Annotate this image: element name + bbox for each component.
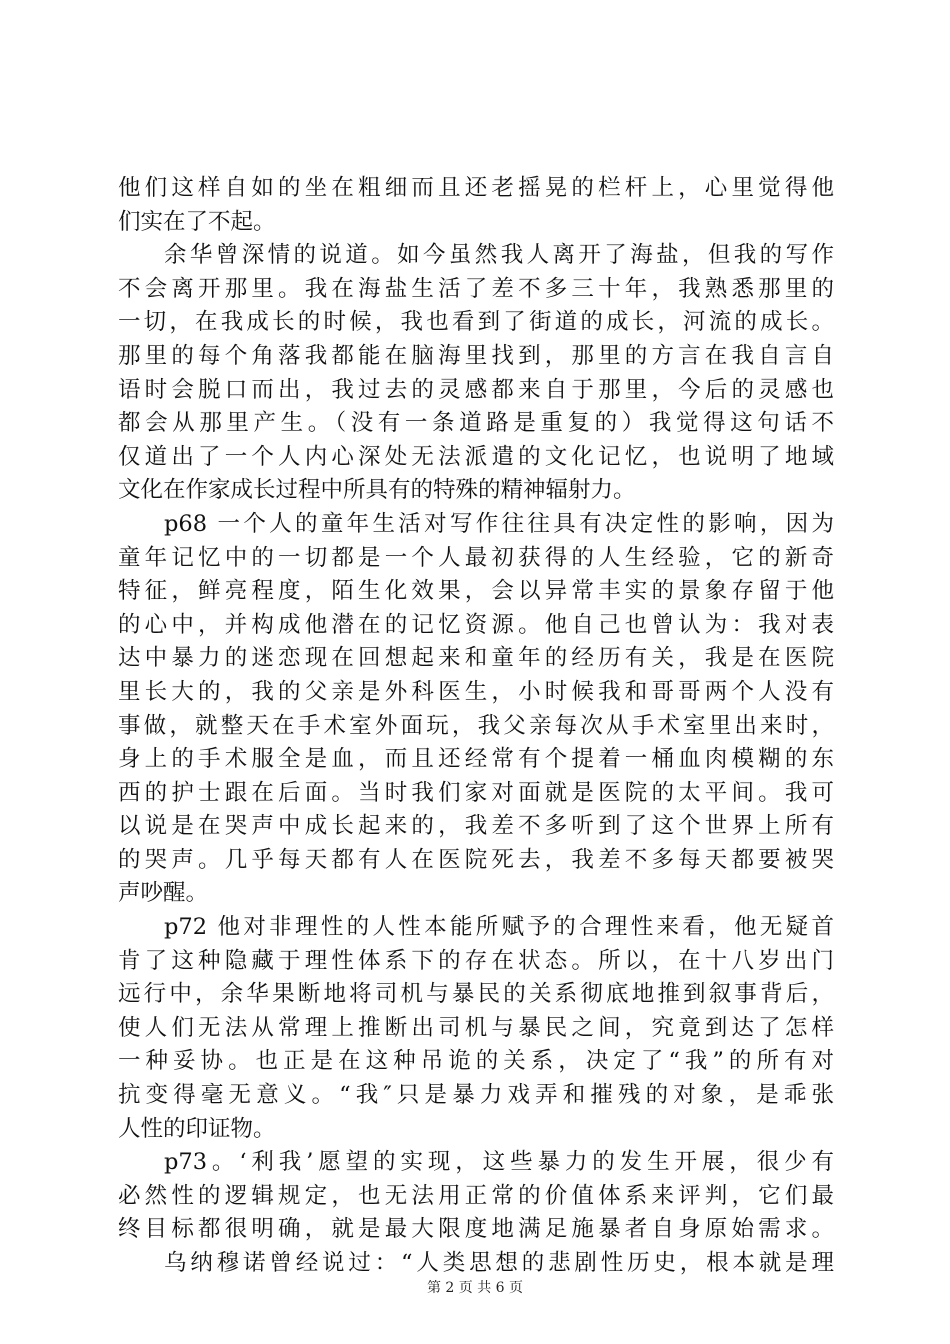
text-line: 终目标都很明确，就是最大限度地满足施暴者自身原始需求。 [118,1216,834,1243]
text-line: 人性的印证物。 [118,1115,276,1142]
text-line: 里长大的，我的父亲是外科医生，小时候我和哥哥两个人没有 [118,678,834,705]
text-line: 仅道出了一个人内心深处无法派遣的文化记忆，也说明了地域 [118,443,834,470]
text-line: 不会离开那里。我在海盐生活了差不多三十年，我熟悉那里的 [118,275,834,302]
text-line: p73。‘利我’愿望的实现，这些暴力的发生开展，很少有 [164,1149,834,1176]
text-line: 声吵醒。 [118,880,209,907]
body-text [118,172,834,1281]
text-line: 都会从那里产生。（没有一条道路是重复的）我觉得这句话不 [118,410,834,437]
text-line: 语时会脱口而出，我过去的灵感都来自于那里，今后的灵感也 [118,376,834,403]
text-line: 文化在作家成长过程中所具有的特殊的精神辐射力。 [118,477,636,504]
text-line: 乌纳穆诺曾经说过：“人类思想的悲剧性历史，根本就是理 [164,1250,834,1276]
page-number-footer: 第 2 页 共 6 页 [426,1280,524,1296]
text-line: 肯了这种隐藏于理性体系下的存在状态。所以，在十八岁出门 [118,947,834,974]
text-line: 一种妥协。也正是在这种吊诡的关系，决定了“我”的所有对 [118,1048,834,1075]
text-line: 事做，就整天在手术室外面玩，我父亲每次从手术室里出来时， [118,712,834,739]
text-line: 特征，鲜亮程度，陌生化效果，会以异常丰实的景象存留于他 [118,578,834,605]
text-line: 西的护士跟在后面。当时我们家对面就是医院的太平间。我可 [118,779,834,806]
text-line: 的心中，并构成他潜在的记忆资源。他自己也曾认为：我对表 [118,611,834,638]
text-line: 以说是在哭声中成长起来的，我差不多听到了这个世界上所有 [118,813,834,840]
text-line: 达中暴力的迷恋现在回想起来和童年的经历有关，我是在医院 [118,645,834,672]
text-line: 一切，在我成长的时候，我也看到了街道的成长，河流的成长。 [118,309,834,336]
text-line: 必然性的逻辑规定，也无法用正常的价值体系来评判，它们最 [118,1182,834,1209]
text-line: 余华曾深情的说道。如今虽然我人离开了海盐，但我的写作 [164,242,834,269]
text-line: 身上的手术服全是血，而且还经常有个提着一桶血肉模糊的东 [118,746,834,773]
text-line: 他们这样自如的坐在粗细而且还老摇晃的栏杆上，心里觉得他 [118,175,834,201]
text-line: p72 他对非理性的人性本能所赋予的合理性来看，他无疑首 [164,914,834,941]
text-line: 使人们无法从常理上推断出司机与暴民之间，究竟到达了怎样 [118,1014,834,1041]
text-line: 远行中，余华果断地将司机与暴民的关系彻底地推到叙事背后， [118,981,834,1008]
text-line: 的哭声。几乎每天都有人在医院死去，我差不多每天都要被哭 [118,846,834,873]
text-line: p68 一个人的童年生活对写作往往具有决定性的影响，因为 [164,510,834,537]
text-line: 抗变得毫无意义。“我″只是暴力戏弄和摧残的对象，是乖张 [118,1082,834,1109]
text-line: 童年记忆中的一切都是一个人最初获得的人生经验，它的新奇 [118,544,834,571]
text-line: 们实在了不起。 [118,208,276,235]
text-line: 那里的每个角落我都能在脑海里找到，那里的方言在我自言自 [118,342,834,369]
